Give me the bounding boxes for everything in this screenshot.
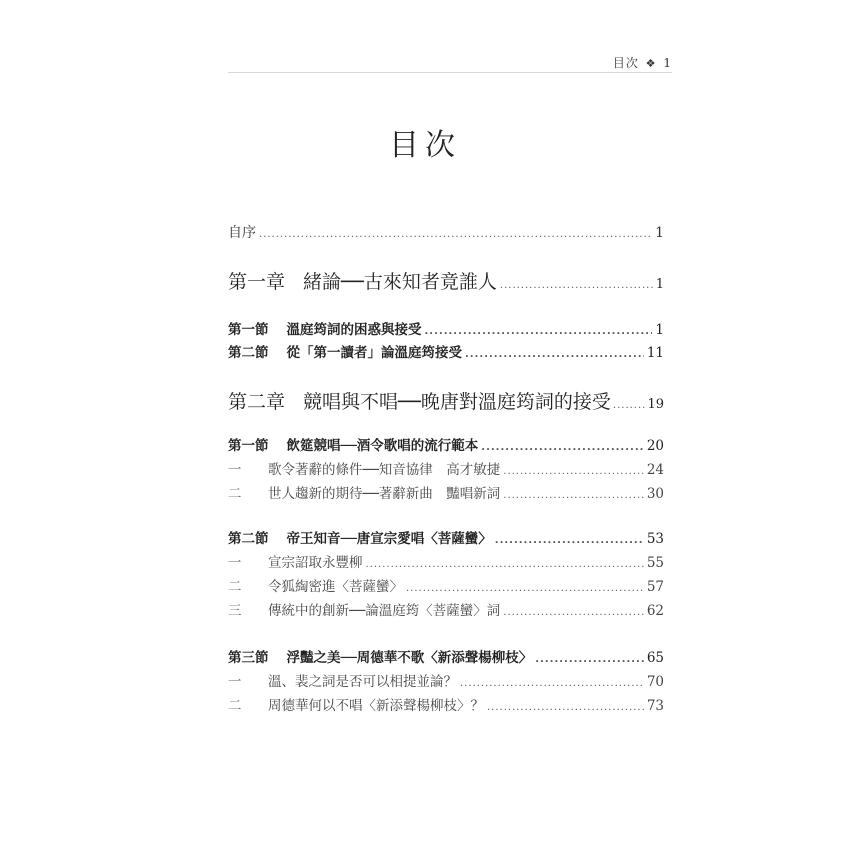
- subsection-number: 二: [228, 486, 242, 502]
- entry-page: 57: [646, 579, 664, 595]
- chapter-title: 緒論──古來知者竟誰人: [303, 271, 497, 293]
- section-number: 第二節: [228, 345, 269, 361]
- entry-page: 65: [646, 650, 664, 666]
- section-title: 飲筵競唱──酒令歌唱的流行範本: [286, 438, 479, 454]
- toc-entry-subsection[interactable]: [228, 599, 664, 619]
- dot-leader: [503, 490, 644, 501]
- dot-leader: [503, 607, 644, 618]
- toc-entry-subsection[interactable]: [228, 670, 664, 690]
- subsection-number: 一: [228, 555, 242, 571]
- section-title: 從「第一讀者」論溫庭筠接受: [286, 345, 462, 361]
- toc-entry-section[interactable]: [228, 318, 664, 338]
- running-head-title: 目次: [612, 56, 639, 70]
- subsection-title: 宣宗詔取永豐柳: [268, 555, 363, 571]
- entry-page: 1: [655, 225, 664, 241]
- running-head-page-number: 1: [663, 56, 672, 70]
- chapter-number: 第二章: [228, 391, 286, 413]
- dot-leader: [487, 702, 644, 713]
- entry-page: 55: [646, 555, 664, 571]
- dot-leader: [425, 326, 653, 337]
- toc-entry-section[interactable]: [228, 527, 664, 547]
- entry-page: 1: [655, 277, 664, 292]
- entry-page: 19: [647, 397, 664, 412]
- running-head: [228, 56, 672, 73]
- entry-page: 62: [646, 603, 664, 619]
- dot-leader: [259, 229, 652, 240]
- section-number: 第一節: [228, 322, 269, 338]
- entry-page: 73: [646, 698, 664, 714]
- subsection-title: 世人趨新的期待──著辭新曲 豔唱新詞: [268, 486, 501, 502]
- section-title: 帝王知音──唐宣宗愛唱〈菩薩蠻〉: [286, 531, 492, 547]
- toc-entry-section[interactable]: [228, 434, 664, 454]
- ornament-icon: ❖: [645, 57, 657, 70]
- subsection-title: 溫、裴之詞是否可以相提並論？: [268, 674, 457, 690]
- subsection-number: 二: [228, 698, 242, 714]
- toc-entry-subsection[interactable]: [228, 694, 664, 714]
- subsection-number: 二: [228, 579, 242, 595]
- toc-entry-preface[interactable]: [228, 222, 664, 242]
- dot-leader: [366, 559, 644, 570]
- entry-page: 1: [655, 322, 664, 338]
- chapter-number: 第一章: [228, 271, 286, 293]
- subsection-title: 歌令著辭的條件──知音協律 高才敏捷: [268, 462, 501, 478]
- entry-label: 自序: [228, 225, 256, 241]
- dot-leader: [465, 349, 644, 360]
- section-number: 第一節: [228, 438, 269, 454]
- entry-page: 24: [646, 462, 664, 478]
- section-number: 第二節: [228, 531, 269, 547]
- dot-leader: [495, 535, 644, 546]
- section-title: 浮豔之美──周德華不歌〈新添聲楊柳枝〉: [286, 650, 533, 666]
- entry-page: 30: [646, 486, 664, 502]
- toc-entry-subsection[interactable]: [228, 575, 664, 595]
- entry-page: 20: [646, 438, 664, 454]
- dot-leader: [460, 678, 644, 689]
- toc-entry-subsection[interactable]: [228, 458, 664, 478]
- chapter-title: 競唱與不唱──晚唐對溫庭筠詞的接受: [303, 391, 611, 413]
- dot-leader: [481, 442, 644, 453]
- dot-leader: [500, 280, 653, 291]
- dot-leader: [406, 583, 644, 594]
- subsection-number: 三: [228, 603, 242, 619]
- section-number: 第三節: [228, 650, 269, 666]
- entry-page: 70: [646, 674, 664, 690]
- entry-page: 53: [646, 531, 664, 547]
- toc-entry-chapter[interactable]: [228, 267, 664, 294]
- dot-leader: [613, 400, 646, 411]
- subsection-title: 傳統中的創新──論溫庭筠〈菩薩蠻〉詞: [268, 603, 501, 619]
- toc-entry-chapter[interactable]: [228, 387, 664, 414]
- subsection-number: 一: [228, 462, 242, 478]
- toc-entry-section[interactable]: [228, 646, 664, 666]
- subsection-number: 一: [228, 674, 242, 690]
- page-title: 目次: [389, 128, 461, 163]
- section-title: 溫庭筠詞的困惑與接受: [286, 322, 422, 338]
- dot-leader: [503, 466, 644, 477]
- subsection-title: 周德華何以不唱〈新添聲楊柳枝〉？: [268, 698, 484, 714]
- dot-leader: [535, 654, 644, 665]
- entry-page: 11: [646, 345, 664, 361]
- subsection-title: 令狐綯密進〈菩薩蠻〉: [268, 579, 403, 595]
- toc-entry-subsection[interactable]: [228, 482, 664, 502]
- toc-entry-subsection[interactable]: [228, 551, 664, 571]
- toc-entry-section[interactable]: [228, 341, 664, 361]
